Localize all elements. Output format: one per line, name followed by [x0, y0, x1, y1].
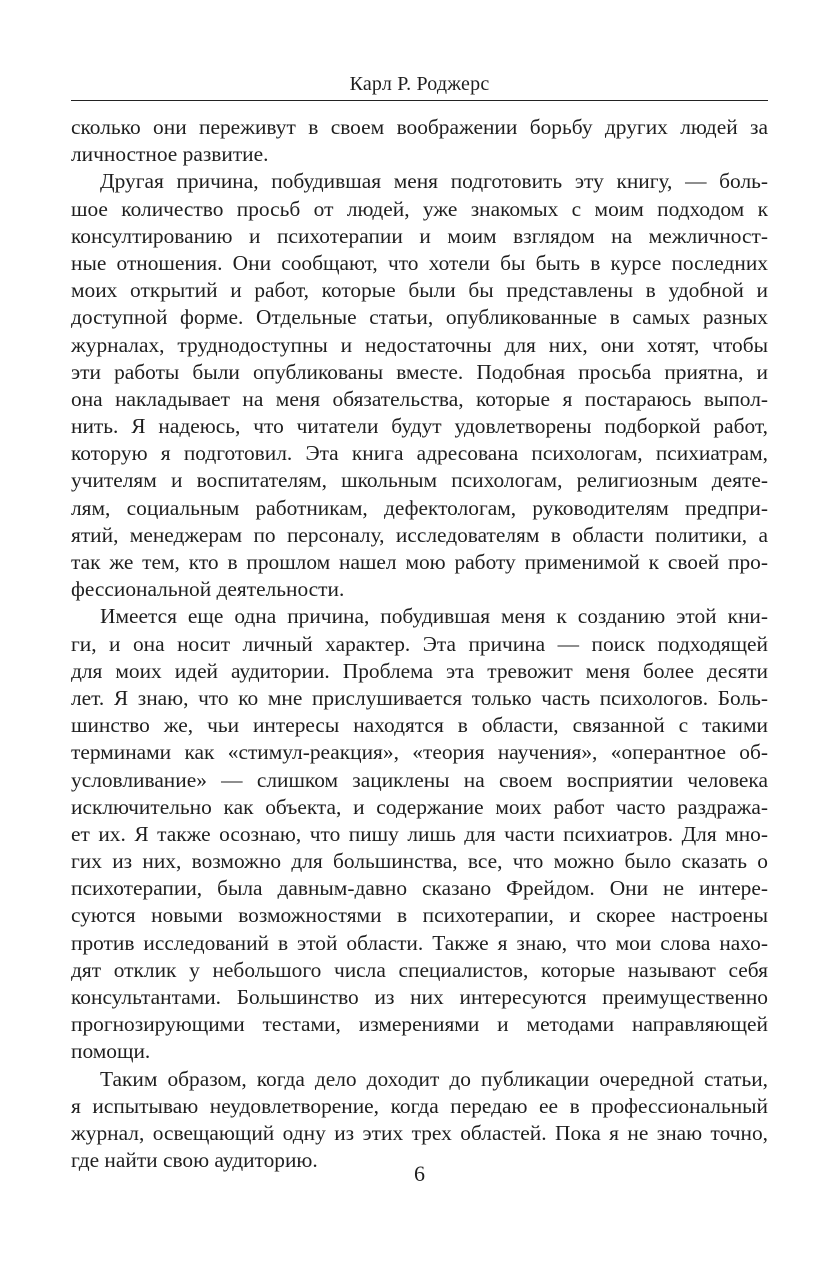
text-line: помощи. [71, 1039, 151, 1064]
body-text [71, 114, 768, 1174]
text-line: ятий, менеджерам по персоналу, исследователям в области политики, а [71, 522, 768, 547]
text-line: гих из них, возможно для большинства, все, что можно было сказать о [71, 849, 768, 874]
text-line: ги, и она носит личный характер. Эта причина — поиск подходящей [71, 631, 768, 656]
text-line: Имеется еще одна причина, побудившая меня к созданию этой кни- [100, 604, 768, 629]
text-line: шое количество просьб от людей, уже знакомых с моим подходом к [71, 196, 768, 221]
text-line: личностное развитие. [71, 142, 269, 167]
text-line: дят отклик у небольшого числа специалистов, которые называют себя [71, 957, 768, 982]
text-line: ные отношения. Они сообщают, что хотели бы быть в курсе последних [71, 250, 768, 275]
paragraph-1 [71, 114, 768, 168]
text-line: условливание» — слишком зациклены на своем восприятии человека [71, 767, 768, 792]
running-header: Карл Р. Роджерс [349, 73, 490, 95]
text-line: консултированию и психотерапии и моим взглядом на межличност- [71, 223, 768, 248]
text-line: лет. Я знаю, что ко мне прислушивается только часть психологов. Боль- [71, 685, 768, 710]
text-line: суются новыми возможностями в психотерапии, и скорее настроены [71, 903, 768, 928]
text-line: консультантами. Большинство из них интересуются преимущественно [71, 985, 768, 1009]
text-line: моих открытий и работ, которые были бы представлены в удобной и [71, 278, 768, 303]
paragraph-4 [71, 1066, 768, 1175]
text-line: где найти свою аудиторию. [71, 1148, 318, 1173]
text-line: шинство же, чьи интересы находятся в области, связанной с такими [71, 713, 768, 738]
text-line: лям, социальным работникам, дефектологам, руководителям предпри- [71, 495, 768, 520]
text-line: ет их. Я также осознаю, что пишу лишь для части психиатров. Для мно- [71, 821, 768, 846]
text-line: журнал, освещающий одну из этих трех областей. Пока я не знаю точно, [71, 1120, 768, 1145]
text-line: терминами как «стимул-реакция», «теория научения», «оперантное об- [71, 740, 768, 765]
text-line: эти работы были опубликованы вместе. Подобная просьба приятна, и [71, 359, 768, 384]
paragraph-2 [71, 168, 768, 603]
text-line: для моих идей аудитории. Проблема эта тревожит меня более десяти [71, 658, 768, 683]
text-line: она накладывает на меня обязательства, которые я постараюсь выпол- [71, 386, 768, 411]
text-line: доступной форме. Отдельные статьи, опубликованные в самых разных [71, 305, 768, 330]
header-rule [71, 100, 768, 101]
text-line: которую я подготовил. Эта книга адресована психологам, психиатрам, [71, 441, 768, 466]
text-line: исключительно как объекта, и содержание моих работ часто раздража- [71, 794, 768, 819]
text-line: так же тем, кто в прошлом нашел мою работу применимой к своей про- [71, 550, 768, 574]
text-line: нить. Я надеюсь, что читатели будут удовлетворены подборкой работ, [71, 414, 768, 439]
text-line: сколько они переживут в своем воображении борьбу других людей за [71, 115, 768, 139]
text-line: прогнозирующими тестами, измерениями и методами направляющей [71, 1012, 768, 1037]
text-line: я испытываю неудовлетворение, когда передаю ее в профессиональный [71, 1093, 768, 1118]
paragraph-3 [71, 603, 768, 1065]
text-line: учителям и воспитателям, школьным психологам, религиозным деяте- [71, 468, 768, 493]
text-line: фессиональной деятельности. [71, 577, 345, 602]
text-line: Таким образом, когда дело доходит до публикации очередной статьи, [100, 1066, 768, 1091]
text-line: против исследований в этой области. Также я знаю, что мои слова нахо- [71, 930, 768, 955]
text-line: журналах, труднодоступны и недостаточны для них, они хотят, чтобы [71, 332, 768, 357]
text-line: Другая причина, побудившая меня подготовить эту книгу, — боль- [100, 169, 768, 194]
page-number: 6 [414, 1161, 425, 1186]
text-line: психотерапии, была давным-давно сказано Фрейдом. Они не интере- [71, 876, 768, 901]
